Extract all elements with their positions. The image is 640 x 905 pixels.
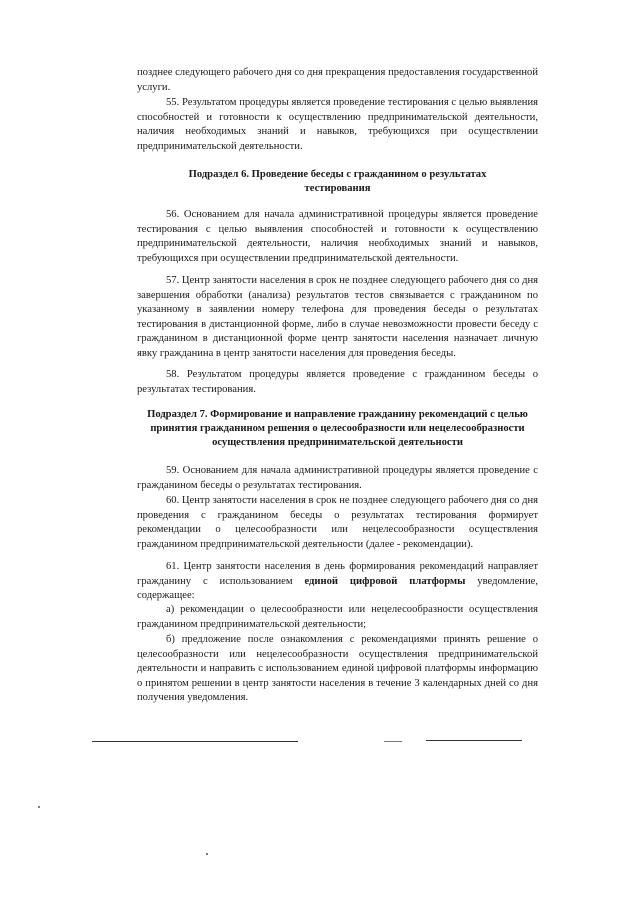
heading-subsection-6: Подраздел 6. Проведение беседы с гражданином о результатах тестирования — [188, 169, 487, 195]
paragraph-60: 60. Центр занятости населения в срок не позднее следующего рабочего дня со дня проведения с гражданином беседы о результатах тестирования формирует рекомендации о целесообразности или нецелесообразности осуществления гражданином предпринимательской деятельности (далее - рекомендации). — [137, 495, 538, 550]
paragraph-continuation: позднее следующего рабочего дня со дня прекращения предоставления государственной услуги. — [137, 67, 538, 93]
paragraph-56: 56. Основанием для начала административной процедуры является проведение тестирования с целью выявления способностей и готовности к осуществлению предпринимательской деятельности, наличия необходимых знаний и навыков, требующихся при осуществлении предпринимательской деятельности. — [137, 209, 538, 264]
paragraph-58: 58. Результатом процедуры является проведение с гражданином беседы о результатах тестирования. — [137, 369, 538, 395]
footer-rule-left — [92, 741, 298, 742]
paragraph-61-text-end: уведомление, содержащее: — [137, 575, 538, 602]
footer-rule-mid — [384, 741, 402, 742]
scan-speck — [206, 853, 208, 855]
scan-speck — [38, 806, 40, 808]
paragraph-61-platform: единой цифровой платформы — [304, 575, 466, 587]
footer-rule-right — [426, 740, 522, 741]
paragraph-57: 57. Центр занятости населения в срок не позднее следующего рабочего дня со дня завершения обработки (анализа) результатов тестов связывается с гражданином по указанному в заявлении номеру телефона для проведения беседы о результатах тестирования в дистанционной форме, либо в случае невозможности провести беседу с гражданином в дистанционной форме центр занятости населения назначает личную явку гражданина в центр занятости населения для проведения беседы. — [137, 275, 538, 359]
paragraph-item-b: б) предложение после ознакомления с рекомендациями принять решение о целесообразности или нецелесообразности осуществления предпринимательской деятельности и направить с использованием единой цифровой платформы информацию о принятом решении в центр занятости населения в течение 3 календарных дней со дня получения уведомления. — [137, 634, 538, 704]
paragraph-61 — [137, 560, 538, 604]
paragraph-61-text-start: 61. Центр занятости населения в день формирования рекомендаций направляет гражданину с использованием — [137, 561, 538, 587]
paragraph-55: 55. Результатом процедуры является проведение тестирования с целью выявления способностей и готовности к осуществлению предпринимательской деятельности, наличия необходимых знаний и навыков, требующихся при осуществлении предпринимательской деятельности. — [137, 97, 538, 152]
heading-subsection-7: Подраздел 7. Формирование и направление гражданину рекомендаций с целью принятия гражданином решения о целесообразности или нецелесообразности осуществления предпринимательской деятельности — [147, 409, 528, 449]
paragraph-59: 59. Основанием для начала административной процедуры является проведение с гражданином беседы о результатах тестирования. — [137, 465, 538, 491]
paragraph-item-a: а) рекомендации о целесообразности или нецелесообразности осуществления гражданином предпринимательской деятельности; — [137, 604, 538, 630]
